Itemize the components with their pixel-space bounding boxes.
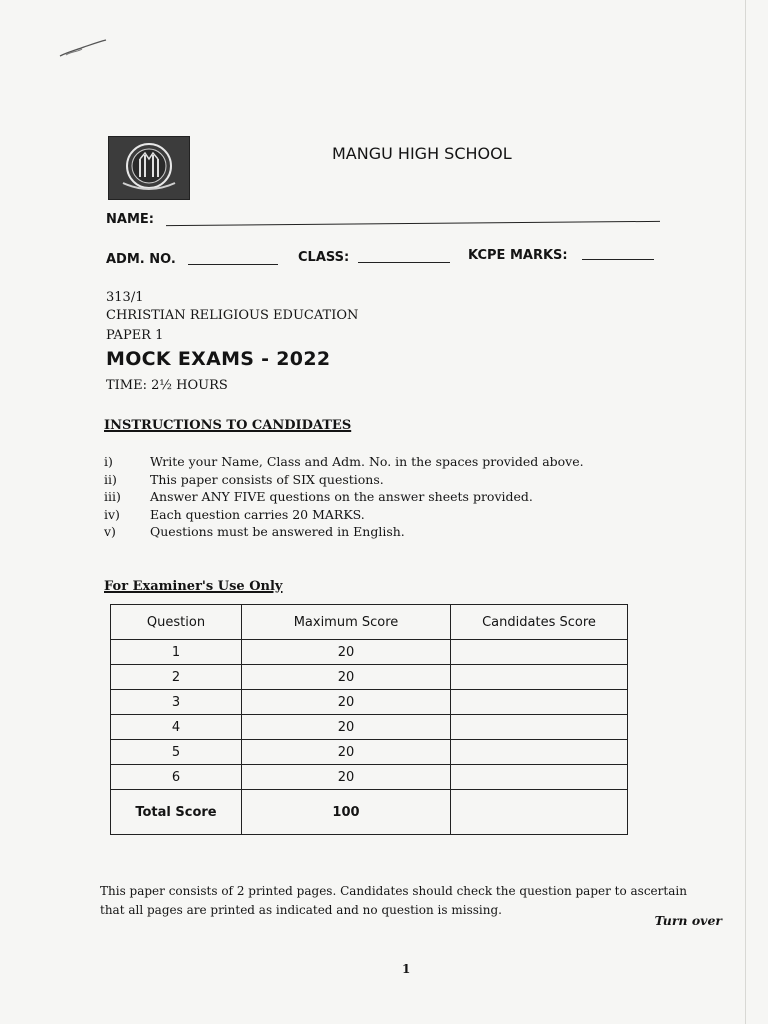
paper-code: 313/1 <box>106 290 144 305</box>
col-question: Question <box>111 605 242 640</box>
candidate-score-cell[interactable] <box>451 765 628 790</box>
table-row <box>111 715 628 740</box>
table-row <box>111 765 628 790</box>
max-score-cell: 20 <box>242 690 451 715</box>
total-row <box>111 790 628 835</box>
instruction-item: iv) Each question carries 20 MARKS. <box>104 506 365 522</box>
adm-field[interactable] <box>188 264 278 265</box>
page-edge <box>745 0 746 1024</box>
pen-mark <box>58 38 110 60</box>
examiner-title: For Examiner's Use Only <box>104 579 283 594</box>
school-crest-icon <box>108 136 190 200</box>
question-cell: 1 <box>111 640 242 665</box>
instruction-item: v) Questions must be answered in English. <box>104 524 405 539</box>
kcpe-field[interactable] <box>582 259 654 260</box>
question-cell: 5 <box>111 740 242 765</box>
paper-number: PAPER 1 <box>106 328 164 343</box>
max-score-cell: 20 <box>242 740 451 765</box>
question-cell: 6 <box>111 765 242 790</box>
exam-title: MOCK EXAMS - 2022 <box>106 348 331 370</box>
question-cell: 2 <box>111 665 242 690</box>
adm-label: ADM. NO. <box>106 252 176 267</box>
subject-title: CHRISTIAN RELIGIOUS EDUCATION <box>106 308 359 323</box>
instruction-item: ii) This paper consists of SIX questions. <box>104 471 384 487</box>
score-table-header <box>111 605 628 640</box>
max-score-cell: 20 <box>242 640 451 665</box>
instructions-list <box>104 454 584 542</box>
table-row <box>111 640 628 665</box>
max-score-cell: 20 <box>242 665 451 690</box>
page-number: 1 <box>402 962 411 976</box>
table-row <box>111 740 628 765</box>
candidate-score-cell[interactable] <box>451 665 628 690</box>
total-max-score: 100 <box>242 790 451 835</box>
question-cell: 4 <box>111 715 242 740</box>
turn-over-label: Turn over <box>654 913 722 928</box>
question-cell: 3 <box>111 690 242 715</box>
col-max-score: Maximum Score <box>242 605 451 640</box>
page-note-line: This paper consists of 2 printed pages. Candidates should check the question paper to ascertain <box>100 884 687 898</box>
table-row <box>111 690 628 715</box>
max-score-cell: 20 <box>242 715 451 740</box>
candidate-score-cell[interactable] <box>451 740 628 765</box>
class-field[interactable] <box>358 262 450 263</box>
name-label: NAME: <box>106 212 154 227</box>
exam-time: TIME: 2½ HOURS <box>106 378 228 393</box>
instruction-item: i) Write your Name, Class and Adm. No. in the spaces provided above. <box>104 454 584 469</box>
candidate-score-cell[interactable] <box>451 640 628 665</box>
total-candidate-score[interactable] <box>451 790 628 835</box>
candidate-score-cell[interactable] <box>451 715 628 740</box>
instructions-title: INSTRUCTIONS TO CANDIDATES <box>104 418 352 433</box>
name-field[interactable] <box>166 221 660 226</box>
total-label: Total Score <box>111 790 242 835</box>
school-name: MANGU HIGH SCHOOL <box>332 144 512 163</box>
score-table <box>110 604 628 835</box>
candidate-score-cell[interactable] <box>451 690 628 715</box>
class-label: CLASS: <box>298 250 350 265</box>
kcpe-label: KCPE MARKS: <box>468 248 568 263</box>
max-score-cell: 20 <box>242 765 451 790</box>
instruction-item: iii) Answer ANY FIVE questions on the answer sheets provided. <box>104 489 533 504</box>
table-row <box>111 665 628 690</box>
page-note-line: that all pages are printed as indicated and no question is missing. <box>100 903 502 917</box>
col-candidate-score: Candidates Score <box>451 605 628 640</box>
page-note <box>100 882 740 920</box>
